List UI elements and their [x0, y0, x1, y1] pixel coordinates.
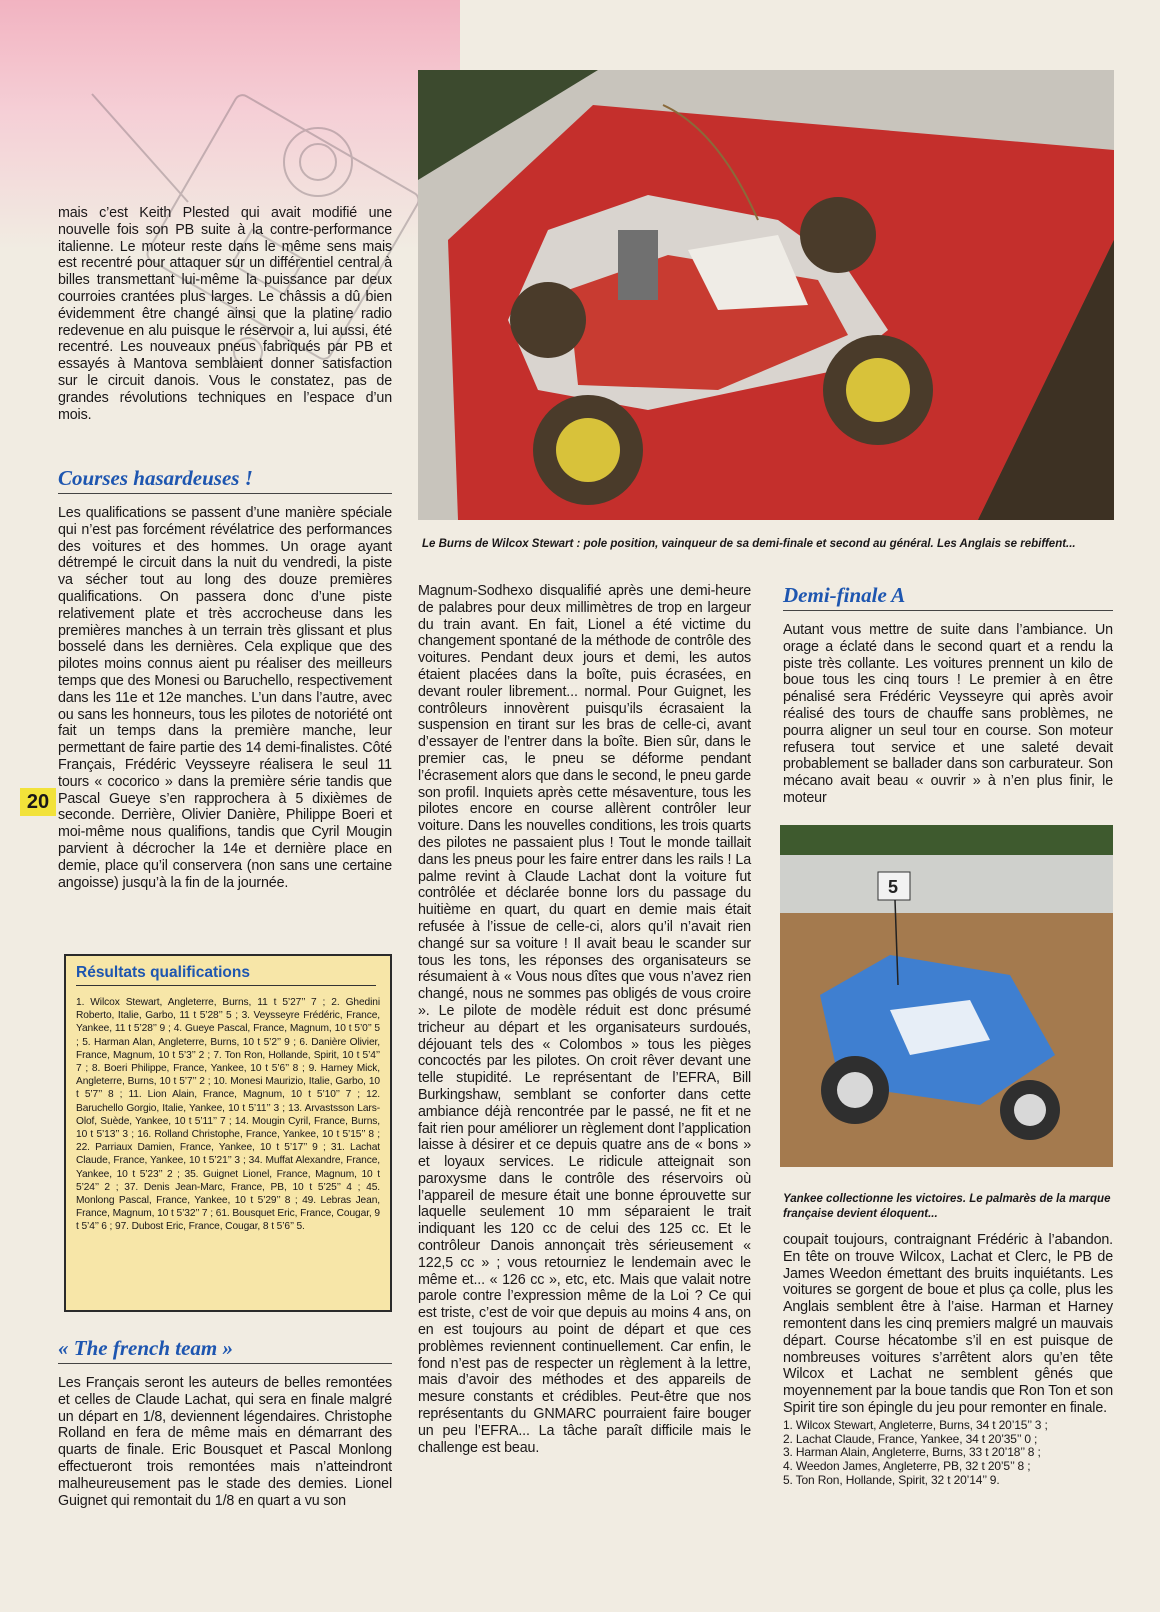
qualification-results-box: [64, 954, 392, 1312]
intro-paragraph-block: [58, 205, 392, 423]
demi-result-row: 1. Wilcox Stewart, Angleterre, Burns, 34 t 20’15’’ 3 ;: [783, 1417, 1048, 1432]
demi-result-row: 4. Weedon James, Angleterre, PB, 32 t 20’5’’ 8 ;: [783, 1459, 1031, 1474]
page-number: 20: [20, 788, 56, 816]
french-team-heading: « The french team »: [58, 1336, 392, 1364]
middle-column-block: [418, 583, 751, 1456]
right-bottom-block: [783, 1232, 1113, 1488]
demi-finale-heading: Demi-finale A: [783, 583, 1113, 611]
french-team-body-block: [58, 1375, 392, 1509]
demi-result-row: 2. Lachat Claude, France, Yankee, 34 t 20’35’’ 0 ;: [783, 1431, 1038, 1446]
demi-finale-body-block: [783, 622, 1113, 807]
courses-heading: Courses hasardeuses !: [58, 466, 392, 494]
results-box-body: 1. Wilcox Stewart, Angleterre, Burns, 11 t 5’27’’ 7 ; 2. Ghedini Roberto, Italie, Garbo, 11 t 5’28’’ 5 ; 3. Veysseyre Frédéric, France, Yankee, 11 t 5’28’’ 9 ; 4. Gueye Pascal, France, Magnum, 10 t 5’0’’ 5 ; 5. Harman Alan, Angleterre, Burns, 10 t 5’2’’ 9 ; 6. Danière Olivier, France, Magnum, 10 t 5’3’’ 2 ; 7. Ton Ron, Hollande, Spirit, 10 t 5’4’’ 7 ; 8. Boeri Philippe, France, Yankee, 10 t 5’6’’ 8 ; 9. Harney Mick, Angleterre, Burns, 10 t 5’7’’ 2 ; 10. Monesi Maurizio, Italie, Garbo, 10 t 5’7’’ 8 ; 11. Lion Alain, France, Magnum, 10 t 5’10’’ 7 ; 12. Baruchello Gorgio, Italie, Yankee, 10 t 5’11’’ 3 ; 13. Arvastsson Lars-Olof, Suède, Yankee, 10 t 5’11’’ 7 ; 14. Mougin Cyril, France, Burns, 10 t 5’13’’ 3 ; 16. Rolland Christophe, France, Yankee, 10 t 5’15’’ 8 ; 22. Parriaux Damien, France, Yankee, 10 t 5’17’’ 9 ; 31. Lachat Claude, France, Yankee, 10 t 5’21’’ 3 ; 34. Muffat Alexandre, France, Yankee, 10 t 5’23’’ 2 ; 35. Guignet Lionel, France, Magnum, 10 t 5’24’’ 2 ; 37. Denis Jean-Marc, France, PB, 10 t 5’25’’ 4 ; 45. Monlong Pascal, France, Yankee, 10 t 5’29’’ 8 ; 49. Lebras Jean, France, Magnum, 10 t 5’32’’ 7 ; 61. Bousquet Eric, France, Cougar, 9 t 5’4’’ 6 ; 97. Dubost Eric, France, Cougar, 8 t 5’6’’ 5.: [76, 997, 380, 1233]
demi-result-row: 5. Ton Ron, Hollande, Spirit, 32 t 20’14’’ 9.: [783, 1472, 1000, 1487]
top-photo-caption: Le Burns de Wilcox Stewart : pole position, vainqueur de sa demi-finale et second au général. Les Anglais se rebiffent...: [422, 538, 1076, 550]
photo-burns-buggy: [418, 70, 1114, 520]
courses-body: Les qualifications se passent d’une manière spéciale qui n’est pas forcément révélatrice des performances des voitures et des hommes. Un orage ayant détrempé le circuit dans la nuit du vendredi, la piste va sécher tout au long des douze premières qualifications. On passera donc d’une piste relativement plate et très accrocheuse dans les premières manches à un terrain très glissant et plus bosselé dans les dernières. Cela explique que des pilotes moins connus aient pu réaliser des meilleurs temps que des Monesi ou Baruchello, respectivement dans les 11e et 12e manches. L’un dans l’autre, avec ou sans les honneurs, tous les pilotes de notoriété ont fait un temps dans la première manche, leur permettant de faire partie des 14 demi-finalistes. Côté Français, Frédéric Veysseyre réalisera le seul 11 tours « cocorico » dans la première série tandis que Pascal Gueye s’en rapprochera à 5 dixièmes de seconde. Derrière, Olivier Danière, Philippe Boeri et moi-même nous qualifions, tandis que Cyril Mougin parvient à décrocher la 14e et dernière place en demie, place qu’il conservera (non sans une certaine angoisse) jusqu’à la fin de la journée.: [58, 505, 392, 891]
intro-paragraph: mais c’est Keith Plested qui avait modifié une nouvelle fois son PB suite à la contre-performance italienne. Le moteur reste dans le même sens mais est recentré pour attaquer sur un différentiel central à billes transmettant lui-même la puissance par deux courroies crantées plus larges. Le châssis a dû bien évidemment être changé ainsi que la platine radio redevenue en alu puisque le réservoir a, lui aussi, été recentré. Les nouveaux pneus fabriqués par PB et essayés à Mantova semblaient donner satisfaction sur le circuit danois. Vous le constatez, pas de grandes révolutions techniques en l’espace d’un mois.: [58, 205, 392, 423]
demi-results-list: [783, 1419, 1113, 1488]
middle-column-text: Magnum-Sodhexo disqualifié après une demi-heure de palabres pour deux millimètres de trop en largeur du train avant. En fait, Lionel a été victime du changement spontané de la méthode de contrôle des voitures. Pendant deux jours et demi, les autos étaient placées dans la boîte, puis écrasées, en devant rouler librement... normal. Pour Guignet, les contrôleurs innovèrent puisqu’ils écrasaient la suspension en tirant sur les bras de celle-ci, avant d’essayer de l’entrer dans la boîte. Bien sûr, dans le premier cas, le pneu se déforme pendant l’écrasement alors que dans le second, le pneu garde son profil. Inquiets après cette mésaventure, tous les pilotes encore en course allèrent contrôler leur voiture. Dans les nouvelles conditions, les trois quarts des pilotes ne passaient plus ! Tout le monde taillait dans les pneus pour les faire entrer dans les rails ! La palme revint à Claude Lachat dont la voiture fut contrôlée et déclarée bonne lors du passage du huitième en quart, du quart en demie mais était refusée à l’issue de celle-ci, alors qu’il n’avait rien changé sur sa voiture ! Il avait beau le scander sur tous les tons, les réponses des organisateurs se résumaient à « Vous nous dîtes que vous n’avez rien changé, nous ne sommes pas obligés de vous croire ». Le pilote de modèle réduit est donc présumé tricheur au départ et les organisateurs surdoués, déjouant tels des « Colombos » tous les pièges concoctés par les pilotes. On croit rêver devant une telle stupidité. Le représentant de l’EFRA, Bill Burkingshaw, semblant se conforter dans cette ambiance déjà rencontrée par le passé, ne fit et ne fait rien pour améliorer un règlement dont l’application laisse à désirer et ce depuis quatre ans de « bons » et loyaux services. Le ridicule atteignait son paroxysme dans le contrôle des réservoirs où l’appareil de mesure était une bonne éprouvette sur laquelle seulement 10 mm séparaient le trait indiquant les 120 cc de celui des 125 cc. Et le contrôleur Danois annonçait très sérieusement « 122,5 cc » ; vous retourniez le lendemain avec le même et... « 126 cc », etc, etc. Mais que valait notre parole contre l’expression même de la Loi ? Ce qui est triste, c’est de voir que depuis au moins 4 ans, on en est toujours au point de départ et que ces problèmes reviennent continuellement. Car enfin, le fond n’est pas de respecter un règlement à la lettre, mais d’avoir des méthodes et des appareils de mesure constants et crédibles. Peut-être que nos représentants du GNMARC pourraient faire bouger un peu l’EFRA... La tâche paraît difficile mais le challenge est beau.: [418, 583, 751, 1456]
courses-body-block: [58, 505, 392, 891]
demi-result-row: 3. Harman Alain, Angleterre, Burns, 33 t 20’18’’ 8 ;: [783, 1445, 1041, 1460]
french-team-body: Les Français seront les auteurs de belles remontées et celles de Claude Lachat, qui sera en finale malgré un départ en 1/8, deviennent légendaires. Christophe Rolland en fera de même mais en démarrant des quarts de finale. Eric Bousquet et Pascal Monlong effectueront trois remontées mais n’atteindront malheureusement pas le stade des demies. Lionel Guignet qui remontait du 1/8 en quart a vu son: [58, 1375, 392, 1509]
bottom-photo-caption: Yankee collectionne les victoires. Le palmarès de la marque française devient éloquent...: [783, 1193, 1111, 1220]
right-bottom-text: coupait toujours, contraignant Frédéric à l’abandon. En tête on trouve Wilcox, Lachat et Clerc, le PB de James Weedon émettant des bruits inquiétants. Les voitures se gorgent de boue et plus ça colle, plus les Anglais semblent être à l’aise. Harman et Harney remontent dans les cinq premiers malgré un mauvais départ. Course hécatombe s’il en est puisque de nombreuses voitures s’arrêtent alors qu’en tête Wilcox et Lachat ne semblent gênés que moyennement par la boue tandis que Ron Ton et son Spirit tire son épingle du jeu pour remonter en finale.: [783, 1232, 1113, 1416]
photo-yankee-buggy: [780, 825, 1113, 1167]
demi-finale-body: Autant vous mettre de suite dans l’ambiance. Un orage a éclaté dans le second quart et a rendu la piste très collante. Les voitures prennent un kilo de boue tous les cinq tours ! Le premier à en être pénalisé sera Frédéric Veysseyre qui après avoir réalisé des tours de chauffe sans problèmes, ne pourra aligner un seul tour en course. Son moteur refusera tout service et une saleté devait probablement se ballader dans son carburateur. Son mécano avait beau « ouvrir » à n’en plus finir, le moteur: [783, 622, 1113, 806]
results-box-title: Résultats qualifications: [76, 964, 376, 986]
svg-text:5: 5: [888, 877, 899, 897]
